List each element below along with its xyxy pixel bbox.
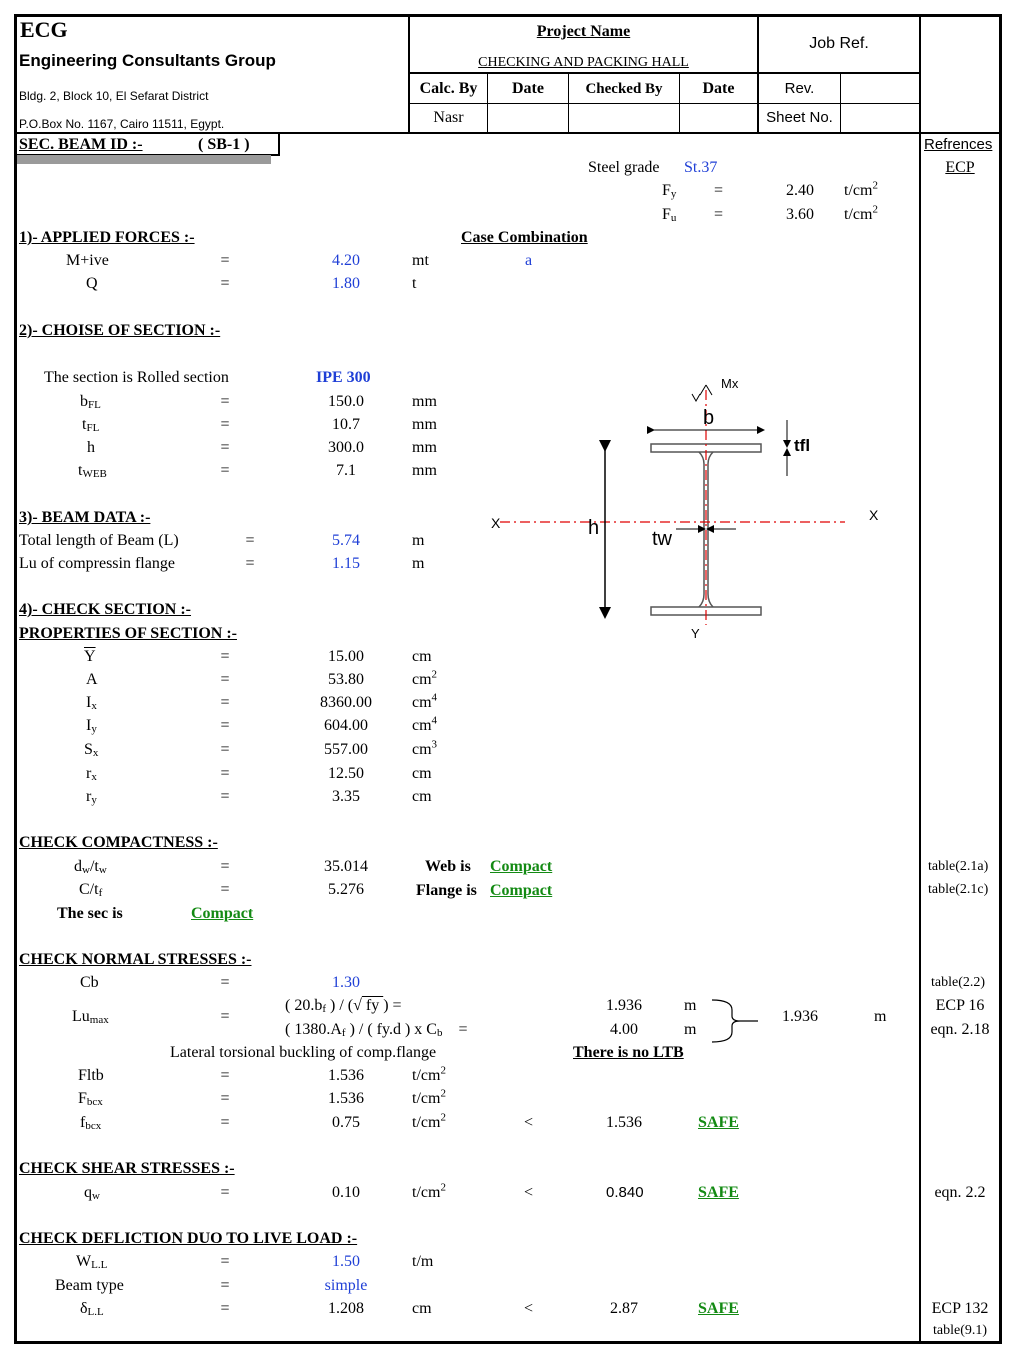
h-sym: h <box>87 439 95 456</box>
dw-tw-label: $d_w/t_w$ <box>74 858 107 876</box>
prop-iy-unit-text: cm <box>412 717 432 734</box>
lu-eq: = <box>245 555 255 572</box>
fbcx-actual-unit <box>412 1113 446 1133</box>
v-mark <box>692 394 700 401</box>
diagram-y-label: Y <box>691 626 700 641</box>
prop-sx-eq: = <box>220 741 230 758</box>
ref-eqn218: eqn. 2.18 <box>930 1021 990 1038</box>
web-label: Web is <box>425 858 471 875</box>
length-unit: m <box>412 532 425 549</box>
ltb-status: There is no LTB <box>573 1044 684 1061</box>
qw-eq: = <box>220 1184 230 1201</box>
header-row-line-2 <box>408 103 921 104</box>
prop-sx-unit-sup: 3 <box>431 738 438 751</box>
cb-value: 1.30 <box>332 974 360 991</box>
fu-symbol <box>662 205 676 226</box>
header-col-line-4 <box>840 72 841 134</box>
lu-unit: m <box>412 555 425 572</box>
length-eq: = <box>245 532 255 549</box>
sec-id-label: SEC. BEAM ID :- <box>19 136 143 153</box>
fy-sub: y <box>670 188 677 200</box>
ref-ecp132: ECP 132 <box>931 1300 989 1317</box>
properties-title: PROPERTIES OF SECTION :- <box>19 625 237 642</box>
prop-rx-sym: r <box>86 765 92 782</box>
length-label: Total length of Beam (L) <box>19 532 179 549</box>
web-status: Compact <box>490 858 553 875</box>
fltb-eq: = <box>220 1067 230 1084</box>
fy-symbol <box>662 181 676 202</box>
fy-unit-sup: 2 <box>872 179 878 192</box>
moment-eq: = <box>220 252 230 269</box>
fbcx-actual-unit-sup: 2 <box>440 1111 446 1124</box>
lu-result-unit: m <box>874 1008 887 1025</box>
prop-ry-value: 3.35 <box>332 788 360 805</box>
prop-iy-label <box>86 716 97 737</box>
bfl-label <box>80 392 101 413</box>
outer-border-right <box>999 14 1002 1344</box>
tfl-unit: mm <box>412 416 437 433</box>
qw-compare: < <box>524 1184 534 1201</box>
wll-value: 1.50 <box>332 1253 360 1270</box>
calc-by-value: Nasr <box>433 109 464 126</box>
prop-ry-label <box>86 787 97 808</box>
prop-ix-value: 8360.00 <box>320 694 372 711</box>
dll-label: $\delta_{L.L}$ <box>80 1300 104 1318</box>
prop-rx-value: 12.50 <box>328 765 364 782</box>
qw-unit-text: t/cm <box>412 1184 441 1201</box>
outer-border-left <box>14 14 17 1344</box>
wll-eq: = <box>220 1253 230 1270</box>
normal-stresses-title: CHECK NORMAL STRESSES :- <box>19 951 252 968</box>
shear-label: Q <box>86 275 98 292</box>
wll-unit: t/m <box>412 1253 434 1270</box>
lu-result-value: 1.936 <box>782 1008 818 1025</box>
fltb-unit-text: t/cm <box>412 1067 441 1084</box>
shear-stresses-title: CHECK SHEAR STRESSES :- <box>19 1160 235 1177</box>
fy-unit-text: t/cm <box>844 182 873 199</box>
ref-ecp16: ECP 16 <box>935 997 985 1014</box>
qw-unit <box>412 1183 446 1203</box>
tweb-value: 7.1 <box>336 462 356 479</box>
qw-unit-sup: 2 <box>440 1181 446 1194</box>
shear-unit: t <box>412 275 417 292</box>
ref-eqn22: eqn. 2.2 <box>934 1184 986 1201</box>
fltb-unit-sup: 2 <box>440 1064 446 1077</box>
dw-value: 35.014 <box>324 858 368 875</box>
lu-brace <box>710 996 760 1046</box>
project-label: Project Name <box>536 23 631 40</box>
prop-ix-sym: I <box>86 694 92 711</box>
lumax-sub: max <box>89 1014 109 1026</box>
ref-ecp <box>921 158 999 178</box>
fu-unit-sup: 2 <box>872 203 878 216</box>
moment-label: M+ive <box>66 252 109 269</box>
diagram-x-left: X <box>491 515 501 531</box>
prop-iy-sub: y <box>91 723 97 735</box>
lumax-eq: = <box>220 1008 230 1025</box>
fltb-value: 1.536 <box>328 1067 364 1084</box>
sec-status: Compact <box>191 905 254 922</box>
project-name: CHECKING AND PACKING HALL <box>478 55 689 70</box>
fbcx-compare: < <box>524 1114 534 1131</box>
h-unit: mm <box>412 439 437 456</box>
prop-ry-sub: y <box>91 794 97 806</box>
shear-eq: = <box>220 275 230 292</box>
prop-sx-sub: x <box>92 747 99 759</box>
fltb-unit <box>412 1066 446 1086</box>
lu-f2-unit: m <box>684 1021 697 1038</box>
qw-value: 0.10 <box>332 1184 360 1201</box>
ref-column-divider <box>919 14 921 1344</box>
fltb-label: Fltb <box>78 1067 104 1084</box>
wll-label: $W_{L.L}$ <box>76 1253 108 1271</box>
tweb-sym: t <box>78 462 83 479</box>
length-value: 5.74 <box>332 532 360 549</box>
company-address-1: Bldg. 2, Block 10, El Sefarat District <box>19 89 209 103</box>
fy-letter: F <box>662 182 671 199</box>
prop-ybar-sym: $\overline{Y}$ <box>84 648 96 665</box>
sec-is-label: The sec is <box>57 905 123 922</box>
diagram-x-right: X <box>869 507 879 523</box>
outer-border-top <box>14 14 1002 17</box>
section-name: IPE 300 <box>316 369 371 386</box>
prop-a-unit-text: cm <box>412 671 432 688</box>
prop-sx-label <box>84 740 98 761</box>
lu-formula-1: ( $20.b_f$ ) / (√ fy ) = <box>285 997 402 1015</box>
normal-safe-status: SAFE <box>698 1114 739 1131</box>
fbcx-actual-eq: = <box>220 1114 230 1131</box>
tweb-eq: = <box>220 462 230 479</box>
dll-limit: 2.87 <box>610 1300 638 1317</box>
lu-f1-unit: m <box>684 997 697 1014</box>
moment-value: 4.20 <box>332 252 360 269</box>
checked-by-label: Checked By <box>585 81 663 97</box>
prop-rx-label <box>86 764 97 785</box>
fbcx-eq: = <box>220 1090 230 1107</box>
fbcx-value: 1.536 <box>328 1090 364 1107</box>
prop-rx-eq: = <box>220 765 230 782</box>
prop-ry-eq: = <box>220 788 230 805</box>
prop-iy-unit <box>412 716 437 736</box>
ibeam-diagram <box>480 360 900 650</box>
fu-eq: = <box>714 206 724 223</box>
tweb-sub: WEB <box>82 468 107 480</box>
prop-a-sym: A <box>86 671 98 688</box>
tweb-label <box>78 461 107 482</box>
ref-table-21c: table(2.1c) <box>928 882 989 897</box>
cb-eq: = <box>220 974 230 991</box>
prop-sx-value: 557.00 <box>324 741 368 758</box>
calc-by-label: Calc. By <box>419 80 478 97</box>
deflection-title: CHECK DEFLICTION DUO TO LIVE LOAD :- <box>19 1230 358 1247</box>
fu-value: 3.60 <box>786 206 814 223</box>
prop-ix-label <box>86 693 97 714</box>
fy-value: 2.40 <box>786 182 814 199</box>
dw-eq: = <box>220 858 230 875</box>
tfl-sub: FL <box>86 422 100 434</box>
job-ref-label: Job Ref. <box>809 35 869 52</box>
c-eq: = <box>220 881 230 898</box>
ref-table-22: table(2.2) <box>931 975 986 990</box>
check-section-title: 4)- CHECK SECTION :- <box>19 601 192 618</box>
prop-rx-unit: cm <box>412 765 432 782</box>
fu-unit-text: t/cm <box>844 206 873 223</box>
rev-label: Rev. <box>784 80 815 97</box>
prop-ybar-eq: = <box>220 648 230 665</box>
qw-label: $q_w$ <box>84 1184 100 1202</box>
fbcx-actual-value: 0.75 <box>332 1114 360 1131</box>
shear-safe-status: SAFE <box>698 1184 739 1201</box>
fbcx-limit: 1.536 <box>606 1114 642 1131</box>
fu-sub: u <box>670 212 677 224</box>
h-label <box>87 438 95 458</box>
applied-title: 1)- APPLIED FORCES :- <box>19 229 195 246</box>
beam-data-title: 3)- BEAM DATA :- <box>19 509 151 526</box>
bfl-sym: b <box>80 393 88 410</box>
tfl-label <box>82 415 99 436</box>
prop-a-label <box>86 670 98 690</box>
flange-label: Flange is <box>416 882 477 899</box>
c-tf-label: $C/t_f$ <box>79 881 103 899</box>
lu-value: 1.15 <box>332 555 360 572</box>
deflection-safe-status: SAFE <box>698 1300 739 1317</box>
dll-value: 1.208 <box>328 1300 364 1317</box>
h-value: 300.0 <box>328 439 364 456</box>
beam-type-value: simple <box>324 1277 368 1294</box>
fbcx-actual-unit-text: t/cm <box>412 1114 441 1131</box>
bfl-value: 150.0 <box>328 393 364 410</box>
lumax-label <box>72 1007 109 1028</box>
company-short: ECG <box>20 17 68 42</box>
fbcx-label: $F_{bcx}$ <box>78 1090 103 1108</box>
lumax-sym: Lu <box>72 1008 90 1025</box>
date-label-1: Date <box>512 80 544 97</box>
references-header: Refrences <box>924 136 993 153</box>
diagram-tw-label: tw <box>652 528 672 550</box>
prop-a-unit <box>412 670 437 690</box>
ltb-label: Lateral torsional buckling of comp.flange <box>170 1044 437 1061</box>
sheet-no-label: Sheet No. <box>766 109 833 126</box>
prop-ix-unit <box>412 693 437 713</box>
compactness-title: CHECK COMPACTNESS :- <box>19 834 218 851</box>
bfl-sub: FL <box>88 399 101 411</box>
lu-formula-2: ( $1380.A_f$ ) / ( fy.d ) x $C_b$ = <box>285 1021 468 1039</box>
tweb-unit: mm <box>412 462 437 479</box>
prop-iy-value: 604.00 <box>324 717 368 734</box>
prop-iy-eq: = <box>220 717 230 734</box>
sec-id-value: ( SB-1 ) <box>198 136 250 153</box>
prop-rx-sub: x <box>91 771 97 783</box>
steel-grade-label: Steel grade <box>588 159 660 176</box>
bfl-eq: = <box>220 393 230 410</box>
company-address-2: P.O.Box No. 1167, Cairo 11511, Egypt. <box>19 117 225 131</box>
fbcx-unit-sup: 2 <box>440 1087 446 1100</box>
prop-ybar-value: 15.00 <box>328 648 364 665</box>
fu-letter: F <box>662 206 671 223</box>
tfl-sym: t <box>82 416 87 433</box>
diagram-b-label: b <box>703 407 715 429</box>
fy-eq: = <box>714 182 724 199</box>
c-value: 5.276 <box>328 881 364 898</box>
h-eq: = <box>220 439 230 456</box>
ref-table91: table(9.1) <box>932 1323 988 1338</box>
prop-iy-sym: I <box>86 717 92 734</box>
prop-ix-unit-sup: 4 <box>431 691 438 704</box>
lu-f2-value: 4.00 <box>610 1021 638 1038</box>
shear-value: 1.80 <box>332 275 360 292</box>
tfl-value: 10.7 <box>332 416 360 433</box>
fy-unit <box>844 181 878 201</box>
company-name: Engineering Consultants Group <box>19 51 276 70</box>
date-label-2: Date <box>702 80 735 97</box>
sec-id-shadow <box>17 155 271 164</box>
fbcx-unit-text: t/cm <box>412 1090 441 1107</box>
rolled-section-text: The section is Rolled section <box>44 369 229 386</box>
fbcx-unit <box>412 1089 446 1109</box>
prop-ry-unit: cm <box>412 788 432 805</box>
section-title: 2)- CHOISE OF SECTION :- <box>19 322 221 339</box>
diagram-h-label: h <box>588 517 600 539</box>
fbcx-actual-label: $f_{bcx}$ <box>80 1114 102 1132</box>
prop-ix-unit-text: cm <box>412 694 432 711</box>
steel-grade-value: St.37 <box>684 159 718 176</box>
diagram-mx-label: Mx <box>721 376 739 391</box>
dll-compare: < <box>524 1300 534 1317</box>
tfl-eq: = <box>220 416 230 433</box>
prop-ry-sym: r <box>86 788 92 805</box>
lu-f1-value: 1.936 <box>606 997 642 1014</box>
diagram-tfl-label: tfl <box>794 436 811 455</box>
case-value: a <box>525 252 533 269</box>
beam-type-eq: = <box>220 1277 230 1294</box>
dll-unit: cm <box>412 1300 432 1317</box>
fu-unit <box>844 205 878 225</box>
outer-border-bottom <box>14 1341 1002 1344</box>
prop-ix-sub: x <box>91 700 97 712</box>
bfl-unit: mm <box>412 393 437 410</box>
prop-sx-unit <box>412 740 437 760</box>
prop-iy-unit-sup: 4 <box>431 714 438 727</box>
prop-a-eq: = <box>220 671 230 688</box>
ref-ecp-text: ECP <box>945 159 975 176</box>
prop-a-unit-sup: 2 <box>431 668 438 681</box>
lu-label: Lu of compressin flange <box>19 555 175 572</box>
prop-sx-unit-text: cm <box>412 741 432 758</box>
ref-table-21a: table(2.1a) <box>928 859 989 874</box>
prop-sx-sym: S <box>84 741 93 758</box>
case-combination-title: Case Combination <box>461 229 588 246</box>
prop-ybar-label <box>84 647 96 667</box>
beam-type-label: Beam type <box>55 1277 124 1294</box>
qw-limit: 0.840 <box>606 1184 644 1201</box>
flange-status: Compact <box>490 882 553 899</box>
prop-a-value: 53.80 <box>328 671 364 688</box>
moment-unit: mt <box>412 252 429 269</box>
prop-ix-eq: = <box>220 694 230 711</box>
prop-ybar-unit: cm <box>412 648 432 665</box>
cb-label: Cb <box>80 974 99 991</box>
dll-eq: = <box>220 1300 230 1317</box>
